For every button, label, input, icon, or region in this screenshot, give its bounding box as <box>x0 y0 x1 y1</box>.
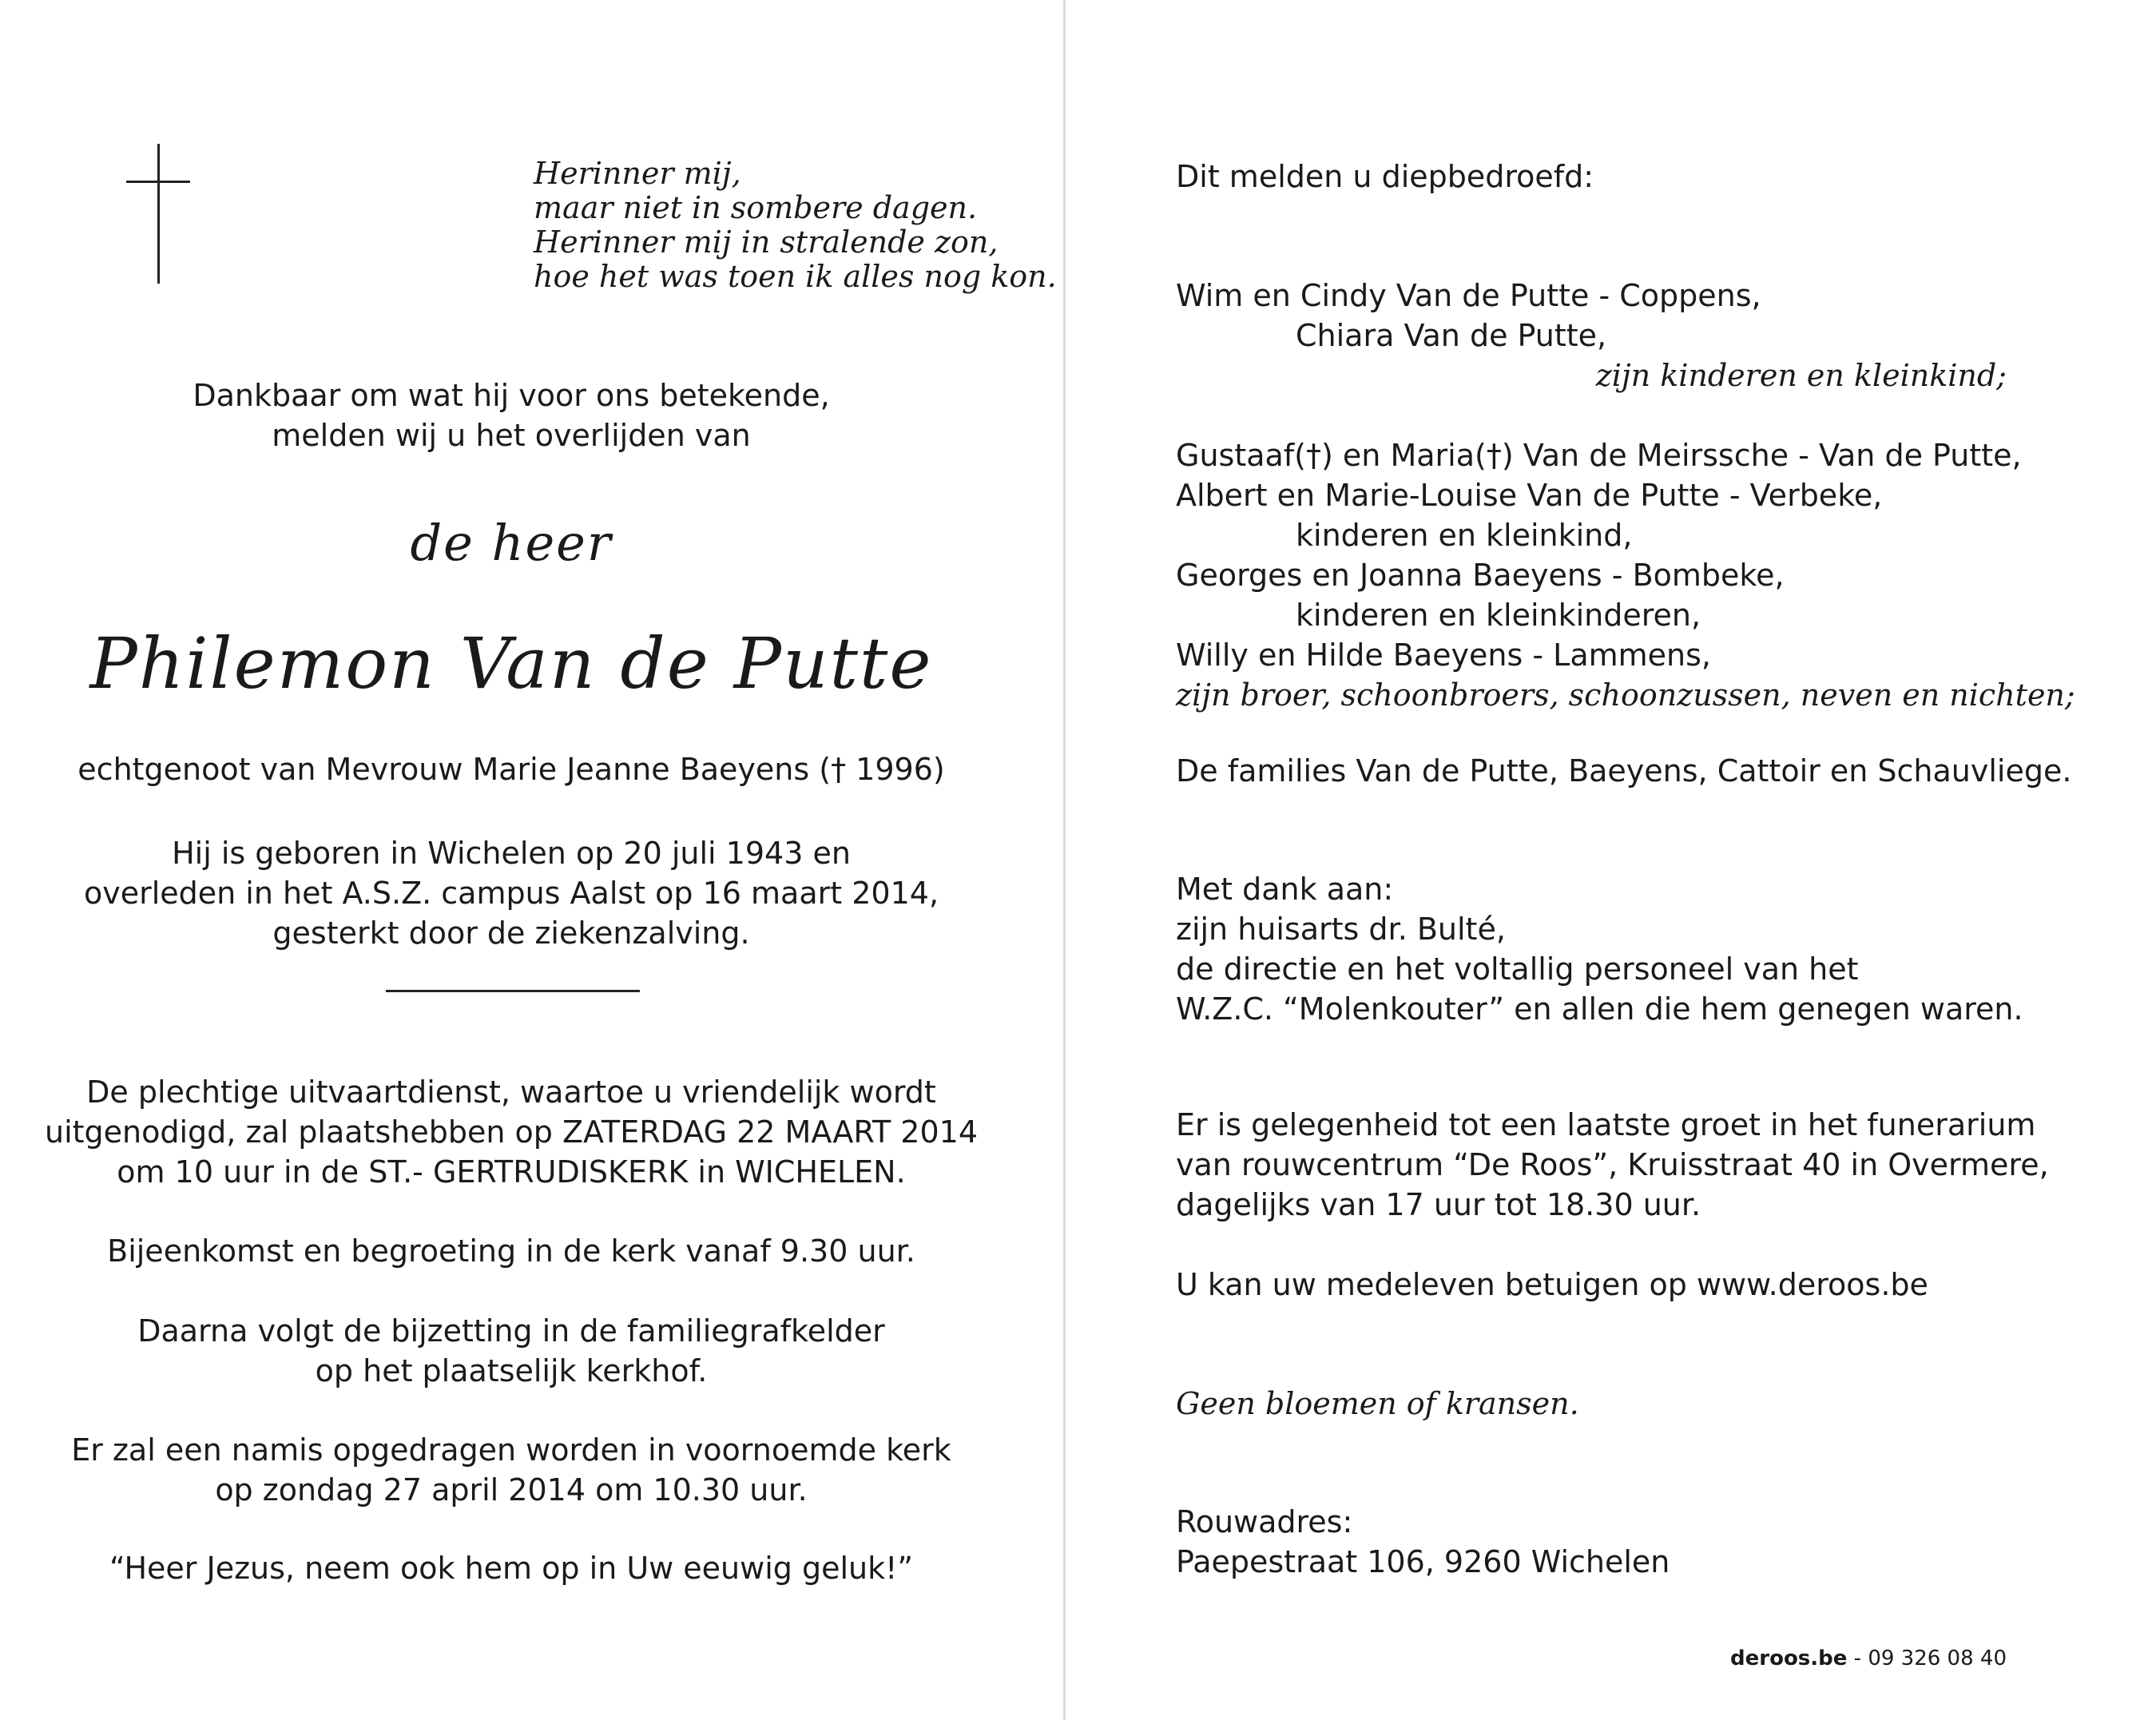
funeral-line: om 10 uur in de ST.- GERTRUDISKERK in WICHELEN. <box>117 1154 906 1190</box>
left-page <box>0 0 1066 1720</box>
family-line: Georges en Joanna Baeyens - Bombeke, <box>1176 558 1785 593</box>
family-line: Wim en Cindy Van de Putte - Coppens, <box>1176 278 1761 313</box>
footer-brand: deroos.be <box>1730 1647 1848 1670</box>
poem-line: Herinner mij, <box>534 156 741 191</box>
poem-line: maar niet in sombere dagen. <box>534 190 978 225</box>
address-line: Paepestraat 106, 9260 Wichelen <box>1176 1544 1670 1579</box>
relation-line: zijn broer, schoonbroers, schoonzussen, neven en nichten; <box>1176 677 2075 713</box>
bio-line: gesterkt door de ziekenzalving. <box>272 916 750 951</box>
family-line: Gustaaf(†) en Maria(†) Van de Meirssche - Van de Putte, <box>1176 438 2022 473</box>
no-flowers-line: Geen bloemen of kransen. <box>1176 1386 1579 1421</box>
intro-line: Dankbaar om wat hij voor ons betekende, <box>193 378 830 413</box>
title-prefix: de heer <box>410 514 613 572</box>
relation-line: zijn kinderen en kleinkind; <box>1595 358 2007 393</box>
thanks-line: W.Z.C. “Molenkouter” en allen die hem genegen waren. <box>1176 991 2023 1027</box>
funeral-line: De plechtige uitvaartdienst, waartoe u vriendelijk wordt <box>86 1075 936 1110</box>
mass-line: op zondag 27 april 2014 om 10.30 uur. <box>215 1472 808 1507</box>
bio-line: Hij is geboren in Wichelen op 20 juli 1943 en <box>172 836 851 871</box>
bio-line: overleden in het A.S.Z. campus Aalst op 16 maart 2014, <box>83 876 939 911</box>
thanks-line: de directie en het voltallig personeel van het <box>1176 951 1859 987</box>
families-line: De families Van de Putte, Baeyens, Cattoir en Schauvliege. <box>1176 753 2072 788</box>
family-line: kinderen en kleinkind, <box>1296 518 1633 553</box>
deceased-name: Philemon Van de Putte <box>89 622 933 705</box>
condolence-line: U kan uw medeleven betuigen op www.deroos.be <box>1176 1267 1928 1302</box>
burial-line: Daarna volgt de bijzetting in de familiegrafkelder <box>137 1313 885 1349</box>
mass-line: Er zal een namis opgedragen worden in voornoemde kerk <box>71 1432 951 1468</box>
prayer-line: “Heer Jezus, neem ook hem op in Uw eeuwig geluk!” <box>109 1551 914 1586</box>
family-line: Chiara Van de Putte, <box>1296 318 1607 353</box>
cross-icon-bar <box>126 181 190 183</box>
footer-phone: - 09 326 08 40 <box>1847 1647 2007 1670</box>
funeral-line: uitgenodigd, zal plaatshebben op ZATERDAG 22 MAART 2014 <box>44 1114 979 1150</box>
visit-line: Er is gelegenheid tot een laatste groet in het funerarium <box>1176 1107 2036 1142</box>
thanks-line: Met dank aan: <box>1176 872 1394 907</box>
visit-line: van rouwcentrum “De Roos”, Kruisstraat 40 in Overmere, <box>1176 1147 2049 1182</box>
thanks-line: zijn huisarts dr. Bulté, <box>1176 912 1506 947</box>
family-line: Albert en Marie-Louise Van de Putte - Verbeke, <box>1176 478 1883 513</box>
family-line: Willy en Hilde Baeyens - Lammens, <box>1176 638 1711 673</box>
family-line: kinderen en kleinkinderen, <box>1296 598 1701 633</box>
visit-line: dagelijks van 17 uur tot 18.30 uur. <box>1176 1187 1701 1222</box>
intro-line: melden wij u het overlijden van <box>272 418 751 453</box>
heading: Dit melden u diepbedroefd: <box>1176 159 1594 194</box>
poem-line: Herinner mij in stralende zon, <box>534 224 999 260</box>
cross-icon <box>157 144 160 284</box>
footer <box>1689 1645 2007 1672</box>
gathering-line: Bijeenkomst en begroeting in de kerk vanaf 9.30 uur. <box>107 1233 915 1269</box>
address-label: Rouwadres: <box>1176 1504 1353 1539</box>
divider <box>386 990 640 992</box>
burial-line: op het plaatselijk kerkhof. <box>315 1353 708 1388</box>
poem-line: hoe het was toen ik alles nog kon. <box>534 259 1057 294</box>
right-page <box>1066 0 2156 1720</box>
spouse-line: echtgenoot van Mevrouw Marie Jeanne Baeyens († 1996) <box>77 752 945 787</box>
